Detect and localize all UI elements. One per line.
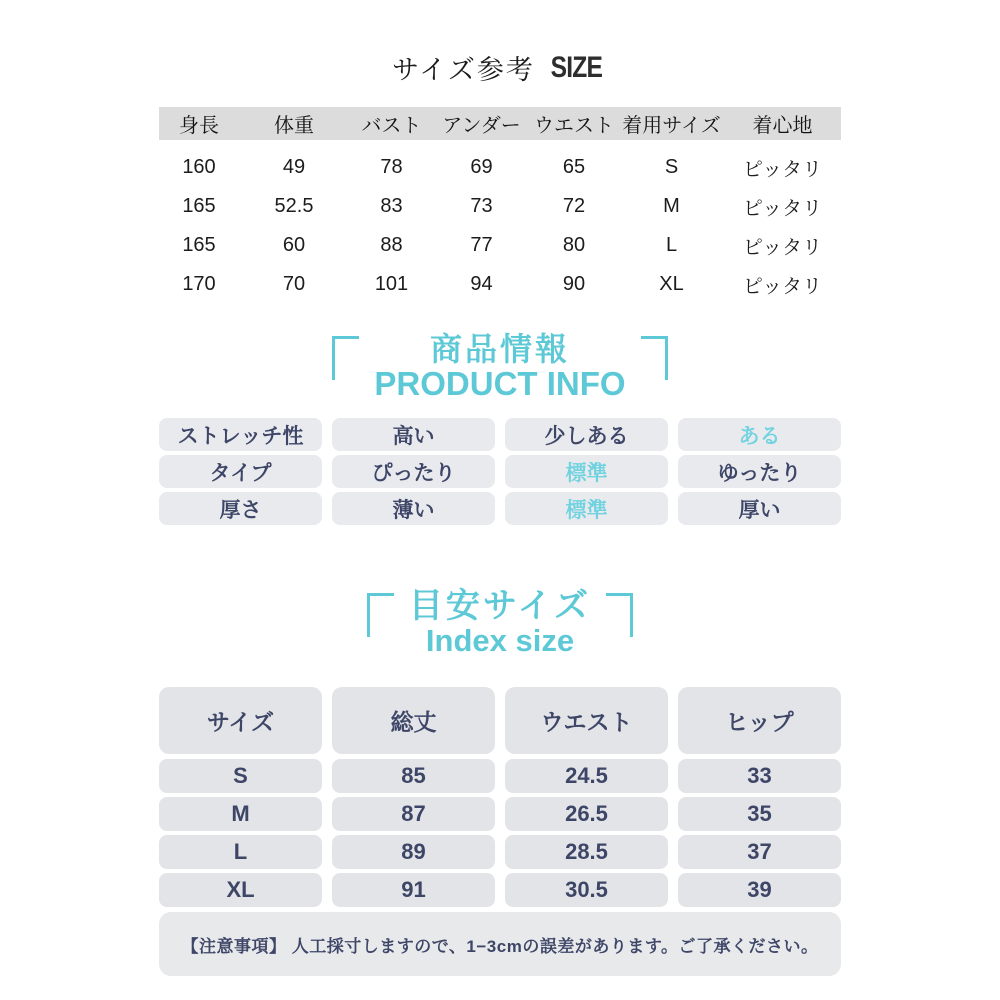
size-reference-table xyxy=(159,107,841,304)
table-cell: 88 xyxy=(380,234,403,256)
table-cell: ピッタリ xyxy=(742,276,823,298)
table-cell: 70 xyxy=(282,273,306,295)
size-reference-header-row xyxy=(159,107,841,140)
column-header: 着心地 xyxy=(752,115,813,137)
page-title-en: SIZE xyxy=(550,50,603,84)
product-info-heading xyxy=(332,328,667,402)
table-row xyxy=(159,148,841,187)
corner-bracket-left-icon xyxy=(332,336,359,380)
table-cell: 49 xyxy=(282,156,306,178)
table-cell: 101 xyxy=(374,273,409,295)
column-header: ヒップ xyxy=(678,687,841,754)
product-info-table xyxy=(159,418,841,525)
table-row xyxy=(159,265,841,304)
table-cell: 37 xyxy=(678,835,841,869)
column-header: 総丈 xyxy=(332,687,495,754)
table-cell: ピッタリ xyxy=(742,159,823,181)
corner-bracket-right-icon xyxy=(641,336,668,380)
page-title xyxy=(0,48,1000,87)
attribute-option: 高い xyxy=(332,418,495,451)
attribute-option: 厚い xyxy=(678,492,841,525)
attribute-label: ストレッチ性 xyxy=(159,418,322,451)
table-cell: S xyxy=(159,759,322,793)
attribute-label: 厚さ xyxy=(159,492,322,525)
attribute-option: ゆったり xyxy=(678,455,841,488)
table-row xyxy=(159,226,841,265)
table-cell: 165 xyxy=(182,195,216,217)
index-size-header-row xyxy=(159,687,841,754)
column-header: アンダー xyxy=(442,115,521,137)
attribute-label: タイプ xyxy=(159,455,322,488)
table-cell: 39 xyxy=(678,873,841,907)
index-size-body xyxy=(159,759,841,907)
table-cell: 30.5 xyxy=(505,873,668,907)
table-cell: 94 xyxy=(470,273,493,295)
product-info-heading-jp: 商品情報 xyxy=(429,331,570,367)
attribute-option: ぴったり xyxy=(332,455,495,488)
table-cell: 28.5 xyxy=(505,835,668,869)
corner-bracket-left-icon xyxy=(367,593,394,637)
table-cell: XL xyxy=(159,873,322,907)
table-cell: 24.5 xyxy=(505,759,668,793)
table-cell: 60 xyxy=(282,234,306,256)
table-cell: 33 xyxy=(678,759,841,793)
table-cell: 91 xyxy=(332,873,495,907)
product-info-heading-en: PRODUCT INFO xyxy=(374,365,626,402)
table-cell: 35 xyxy=(678,797,841,831)
table-row xyxy=(159,187,841,226)
column-header: サイズ xyxy=(159,687,322,754)
column-header: 身長 xyxy=(179,115,219,137)
table-cell: 89 xyxy=(332,835,495,869)
content-column xyxy=(159,107,841,976)
table-cell: ピッタリ xyxy=(742,198,823,220)
table-cell: M xyxy=(663,195,680,217)
table-cell: 73 xyxy=(470,195,493,217)
size-reference-body xyxy=(159,148,841,304)
table-cell: 72 xyxy=(562,195,586,217)
table-cell: L xyxy=(665,234,678,256)
attribute-option: 標準 xyxy=(505,455,668,488)
column-header: バスト xyxy=(361,115,422,137)
index-size-heading xyxy=(367,585,633,659)
table-cell: 170 xyxy=(182,273,216,295)
table-cell: 52.5 xyxy=(274,195,314,217)
notice-box xyxy=(159,912,841,976)
attribute-option: 標準 xyxy=(505,492,668,525)
attribute-option: ある xyxy=(678,418,841,451)
table-cell: 78 xyxy=(380,156,403,178)
table-cell: L xyxy=(159,835,322,869)
column-header: 体重 xyxy=(274,115,314,137)
index-size-heading-jp: 目安サイズ xyxy=(408,587,592,625)
column-header: ウエスト xyxy=(505,687,668,754)
table-cell: 69 xyxy=(470,156,493,178)
table-cell: M xyxy=(159,797,322,831)
table-cell: 90 xyxy=(562,273,586,295)
attribute-option: 薄い xyxy=(332,492,495,525)
notice-text: 【注意事項】 人工採寸しますので、1−3cmの誤差があります。ご了承ください。 xyxy=(181,936,819,956)
page-title-jp: サイズ参考 xyxy=(392,55,535,85)
index-size-table xyxy=(159,687,841,907)
table-cell: 80 xyxy=(562,234,586,256)
attribute-option: 少しある xyxy=(505,418,668,451)
table-cell: 87 xyxy=(332,797,495,831)
column-header: ウエスト xyxy=(534,115,614,137)
table-cell: XL xyxy=(659,273,684,295)
table-cell: 165 xyxy=(182,234,216,256)
corner-bracket-right-icon xyxy=(606,593,633,637)
table-cell: ピッタリ xyxy=(742,237,823,259)
index-size-heading-en: Index size xyxy=(425,623,575,658)
table-cell: 26.5 xyxy=(505,797,668,831)
table-cell: 83 xyxy=(380,195,403,217)
table-cell: 85 xyxy=(332,759,495,793)
table-cell: 77 xyxy=(470,234,493,256)
column-header: 着用サイズ xyxy=(622,115,721,137)
table-cell: 65 xyxy=(562,156,586,178)
table-cell: 160 xyxy=(182,156,216,178)
table-cell: S xyxy=(664,156,679,178)
